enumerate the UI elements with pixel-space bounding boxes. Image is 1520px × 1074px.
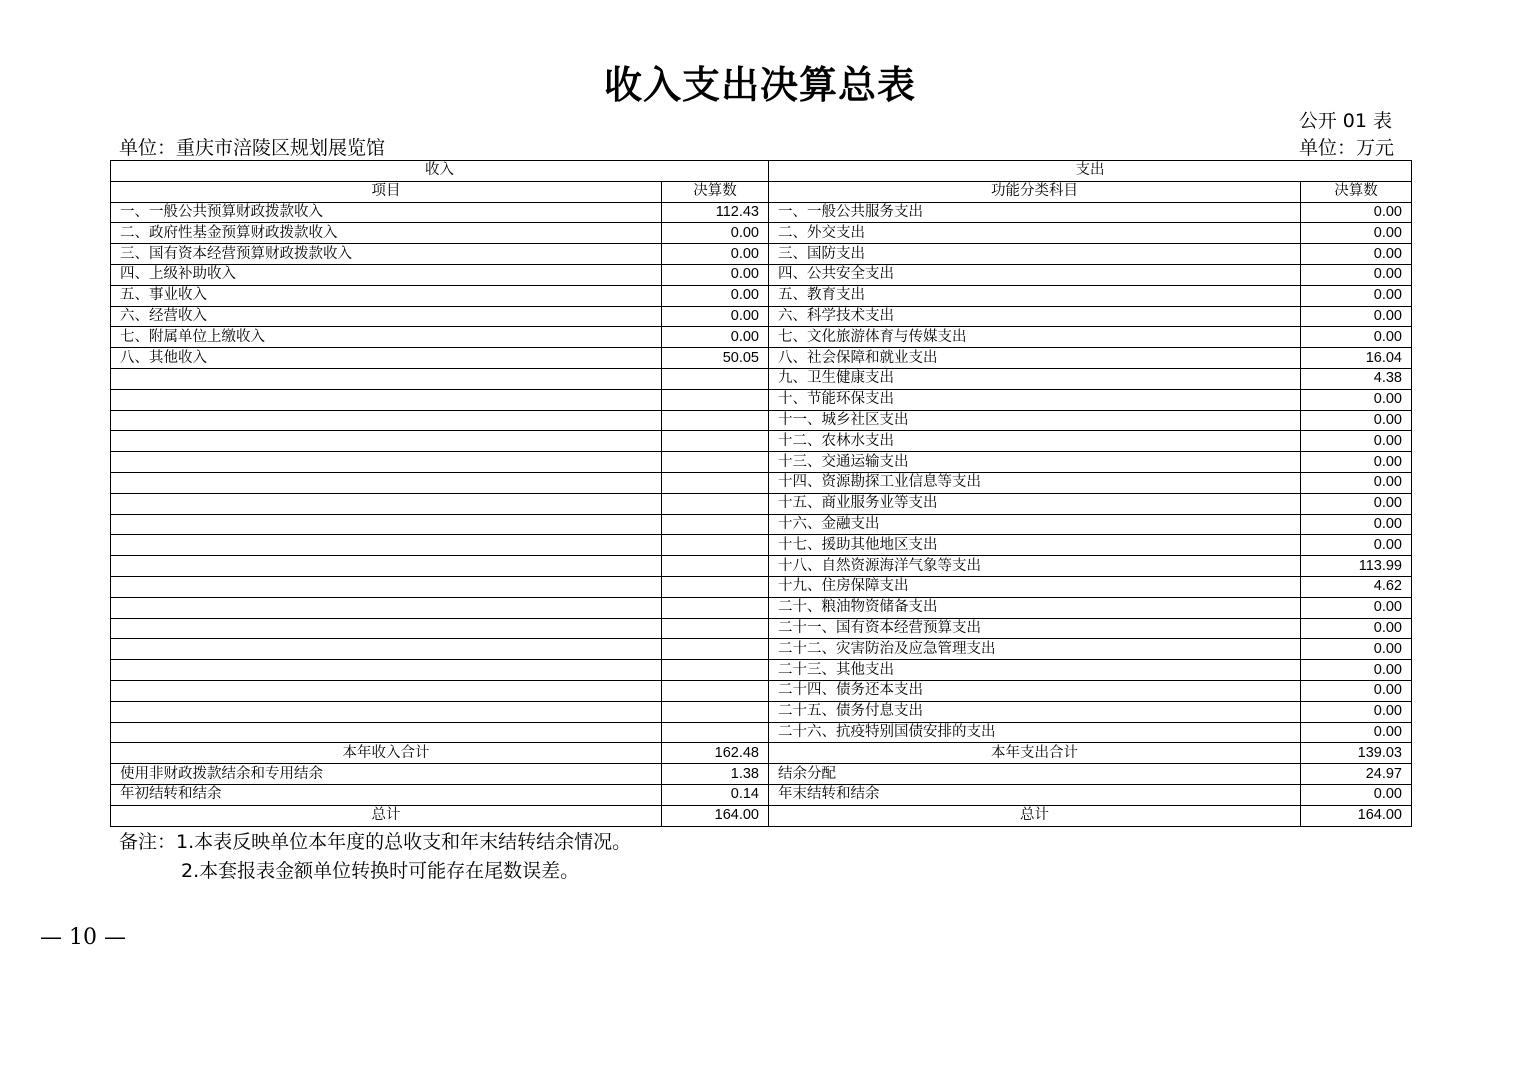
summary-expense-value: 24.97 <box>1301 764 1412 785</box>
income-item-value: 0.00 <box>662 306 769 327</box>
income-item-value: 0.00 <box>662 223 769 244</box>
income-item-label: 五、事业收入 <box>111 285 662 306</box>
expense-item-value: 0.00 <box>1301 285 1412 306</box>
expense-item-value: 0.00 <box>1301 202 1412 223</box>
income-item-label <box>111 618 662 639</box>
expense-item-value: 0.00 <box>1301 244 1412 265</box>
income-item-value <box>662 680 769 701</box>
expense-item-value: 16.04 <box>1301 348 1412 369</box>
table-row <box>111 223 1412 244</box>
expense-item-label: 七、文化旅游体育与传媒支出 <box>769 327 1301 348</box>
expense-item-label: 二十三、其他支出 <box>769 660 1301 681</box>
expense-item-label: 二十四、债务还本支出 <box>769 680 1301 701</box>
summary-income-value: 164.00 <box>662 805 769 826</box>
table-row <box>111 244 1412 265</box>
table-row <box>111 701 1412 722</box>
income-item-value: 0.00 <box>662 264 769 285</box>
header-row-columns <box>111 181 1412 202</box>
income-item-value <box>662 618 769 639</box>
table-row <box>111 639 1412 660</box>
summary-expense-label: 总计 <box>769 805 1301 826</box>
income-item-value <box>662 535 769 556</box>
table-row <box>111 264 1412 285</box>
income-item-label: 七、附属单位上缴收入 <box>111 327 662 348</box>
income-item-value <box>662 597 769 618</box>
expense-item-label: 三、国防支出 <box>769 244 1301 265</box>
expense-item-label: 二十一、国有资本经营预算支出 <box>769 618 1301 639</box>
income-item-value: 0.00 <box>662 327 769 348</box>
table-row <box>111 597 1412 618</box>
expense-item-value: 0.00 <box>1301 701 1412 722</box>
expense-item-value: 0.00 <box>1301 680 1412 701</box>
expense-item-label: 十九、住房保障支出 <box>769 576 1301 597</box>
expense-item-value: 0.00 <box>1301 223 1412 244</box>
table-row <box>111 202 1412 223</box>
income-item-label <box>111 660 662 681</box>
table-row <box>111 660 1412 681</box>
table-row <box>111 680 1412 701</box>
budget-table-body <box>111 161 1412 827</box>
income-item-label <box>111 452 662 473</box>
income-item-label <box>111 493 662 514</box>
expense-item-label: 十四、资源勘探工业信息等支出 <box>769 472 1301 493</box>
table-row <box>111 493 1412 514</box>
expense-item-label: 五、教育支出 <box>769 285 1301 306</box>
table-row <box>111 348 1412 369</box>
expense-item-value: 0.00 <box>1301 597 1412 618</box>
table-row <box>111 368 1412 389</box>
expense-section-header: 支出 <box>769 161 1412 182</box>
income-item-value: 50.05 <box>662 348 769 369</box>
income-item-value <box>662 452 769 473</box>
summary-income-label: 年初结转和结余 <box>111 784 662 805</box>
expense-item-label: 十八、自然资源海洋气象等支出 <box>769 556 1301 577</box>
income-item-label <box>111 556 662 577</box>
table-row <box>111 410 1412 431</box>
summary-income-value: 162.48 <box>662 743 769 764</box>
expense-item-label: 十、节能环保支出 <box>769 389 1301 410</box>
expense-item-label: 十五、商业服务业等支出 <box>769 493 1301 514</box>
summary-expense-value: 164.00 <box>1301 805 1412 826</box>
summary-row <box>111 784 1412 805</box>
table-row <box>111 556 1412 577</box>
expense-item-label: 十一、城乡社区支出 <box>769 410 1301 431</box>
income-item-value: 0.00 <box>662 244 769 265</box>
expense-item-label: 十二、农林水支出 <box>769 431 1301 452</box>
item-column-header: 项目 <box>111 181 662 202</box>
table-row <box>111 618 1412 639</box>
summary-expense-label: 本年支出合计 <box>769 743 1301 764</box>
income-item-value <box>662 410 769 431</box>
income-item-label <box>111 701 662 722</box>
summary-expense-value: 0.00 <box>1301 784 1412 805</box>
expense-item-label: 二十二、灾害防治及应急管理支出 <box>769 639 1301 660</box>
expense-item-value: 113.99 <box>1301 556 1412 577</box>
expense-item-value: 0.00 <box>1301 389 1412 410</box>
expense-item-label: 二十五、债务付息支出 <box>769 701 1301 722</box>
income-item-value: 112.43 <box>662 202 769 223</box>
table-row <box>111 452 1412 473</box>
income-section-header: 收入 <box>111 161 769 182</box>
unit-currency: 单位：万元 <box>1298 137 1394 159</box>
table-row <box>111 576 1412 597</box>
income-item-label <box>111 431 662 452</box>
income-item-label: 二、政府性基金预算财政拨款收入 <box>111 223 662 244</box>
summary-income-label: 总计 <box>111 805 662 826</box>
expense-item-label: 一、一般公共服务支出 <box>769 202 1301 223</box>
expense-item-label: 二、外交支出 <box>769 223 1301 244</box>
income-item-label <box>111 680 662 701</box>
expense-item-value: 0.00 <box>1301 410 1412 431</box>
summary-row <box>111 805 1412 826</box>
income-item-label: 四、上级补助收入 <box>111 264 662 285</box>
table-row <box>111 306 1412 327</box>
income-item-value <box>662 701 769 722</box>
expense-item-value: 4.62 <box>1301 576 1412 597</box>
expense-item-value: 0.00 <box>1301 493 1412 514</box>
table-row <box>111 285 1412 306</box>
table-row <box>111 327 1412 348</box>
page-number: — 10 — <box>40 925 126 950</box>
expense-item-value: 0.00 <box>1301 452 1412 473</box>
summary-row <box>111 764 1412 785</box>
expense-item-label: 六、科学技术支出 <box>769 306 1301 327</box>
note-2: 2.本套报表金额单位转换时可能存在尾数误差。 <box>181 860 580 882</box>
income-item-label <box>111 639 662 660</box>
expense-item-value: 0.00 <box>1301 535 1412 556</box>
expense-item-value: 0.00 <box>1301 722 1412 743</box>
table-row <box>111 431 1412 452</box>
summary-income-label: 本年收入合计 <box>111 743 662 764</box>
notes <box>119 828 631 886</box>
expense-item-value: 0.00 <box>1301 431 1412 452</box>
income-item-value <box>662 472 769 493</box>
unit-name: 单位：重庆市涪陵区规划展览馆 <box>119 137 386 159</box>
expense-item-value: 0.00 <box>1301 639 1412 660</box>
expense-item-value: 0.00 <box>1301 514 1412 535</box>
header-row-sections <box>111 161 1412 182</box>
summary-income-value: 0.14 <box>662 784 769 805</box>
expense-item-label: 十六、金融支出 <box>769 514 1301 535</box>
amount2-column-header: 决算数 <box>1301 181 1412 202</box>
income-item-value <box>662 722 769 743</box>
expense-item-label: 十七、援助其他地区支出 <box>769 535 1301 556</box>
expense-item-value: 0.00 <box>1301 660 1412 681</box>
note-1: 备注：1.本表反映单位本年度的总收支和年末结转结余情况。 <box>119 831 632 853</box>
income-item-value <box>662 431 769 452</box>
summary-income-value: 1.38 <box>662 764 769 785</box>
income-item-label <box>111 472 662 493</box>
expense-item-label: 四、公共安全支出 <box>769 264 1301 285</box>
income-item-label: 六、经营收入 <box>111 306 662 327</box>
income-item-value <box>662 389 769 410</box>
income-item-label <box>111 576 662 597</box>
table-row <box>111 472 1412 493</box>
income-item-value: 0.00 <box>662 285 769 306</box>
expense-item-value: 0.00 <box>1301 264 1412 285</box>
income-item-label <box>111 597 662 618</box>
income-item-label <box>111 514 662 535</box>
income-item-label <box>111 368 662 389</box>
form-number: 公开 01 表 <box>1298 110 1392 132</box>
summary-expense-label: 年末结转和结余 <box>769 784 1301 805</box>
expense-item-value: 0.00 <box>1301 472 1412 493</box>
expense-item-value: 0.00 <box>1301 327 1412 348</box>
income-item-value <box>662 576 769 597</box>
income-item-label: 八、其他收入 <box>111 348 662 369</box>
table-row <box>111 722 1412 743</box>
summary-income-label: 使用非财政拨款结余和专用结余 <box>111 764 662 785</box>
income-item-value <box>662 639 769 660</box>
summary-row <box>111 743 1412 764</box>
summary-expense-value: 139.03 <box>1301 743 1412 764</box>
expense-item-value: 0.00 <box>1301 306 1412 327</box>
expense-item-label: 二十、粮油物资储备支出 <box>769 597 1301 618</box>
table-row <box>111 514 1412 535</box>
income-item-value <box>662 514 769 535</box>
table-row <box>111 535 1412 556</box>
income-item-label <box>111 410 662 431</box>
expense-item-label: 九、卫生健康支出 <box>769 368 1301 389</box>
expense-item-value: 4.38 <box>1301 368 1412 389</box>
page-title: 收入支出决算总表 <box>603 62 916 107</box>
income-item-label <box>111 535 662 556</box>
income-item-value <box>662 368 769 389</box>
expense-item-label: 二十六、抗疫特别国债安排的支出 <box>769 722 1301 743</box>
income-item-value <box>662 660 769 681</box>
summary-expense-label: 结余分配 <box>769 764 1301 785</box>
table-row <box>111 389 1412 410</box>
amount-column-header: 决算数 <box>662 181 769 202</box>
income-item-label: 三、国有资本经营预算财政拨款收入 <box>111 244 662 265</box>
expense-item-label: 八、社会保障和就业支出 <box>769 348 1301 369</box>
income-item-label: 一、一般公共预算财政拨款收入 <box>111 202 662 223</box>
income-item-value <box>662 493 769 514</box>
income-item-value <box>662 556 769 577</box>
income-item-label <box>111 389 662 410</box>
income-item-label <box>111 722 662 743</box>
func-item-column-header: 功能分类科目 <box>769 181 1301 202</box>
expense-item-value: 0.00 <box>1301 618 1412 639</box>
expense-item-label: 十三、交通运输支出 <box>769 452 1301 473</box>
budget-table <box>110 160 1412 827</box>
